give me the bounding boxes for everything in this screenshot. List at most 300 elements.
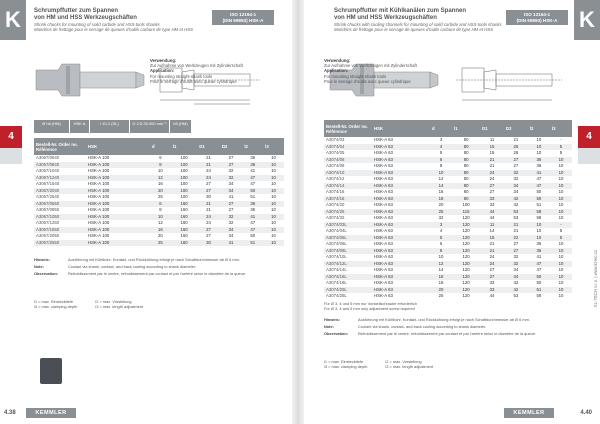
table-cell: HSK-A 100 <box>88 168 110 174</box>
table-cell: 32 <box>504 261 528 268</box>
table-cell: 27 <box>197 188 220 195</box>
col-header-l3: l3 <box>263 138 284 155</box>
table-cell: 32 <box>438 215 444 221</box>
table-cell: 36 <box>536 241 542 247</box>
table-cell: A3067/1250 <box>36 220 60 226</box>
table-cell: HSK-A 100 <box>86 240 150 247</box>
table-cell: 21 <box>480 157 504 164</box>
chapter-tab-4[interactable]: 4 <box>0 126 22 148</box>
table-cell: 5 <box>550 235 572 242</box>
table-cell: 10 <box>150 214 171 221</box>
left-iso-line-2: (DIN 69893) HSK-A <box>222 17 264 23</box>
table-cell: 27 <box>220 162 243 169</box>
table-cell: 10 <box>558 163 564 169</box>
table-cell: A3074/06L <box>326 241 347 247</box>
table-cell: HSK-A 100 <box>88 233 110 239</box>
table-cell: HSK-A 63 <box>374 163 393 169</box>
table-cell: 10 <box>558 202 564 208</box>
table-cell: 10 <box>263 214 284 221</box>
table-cell: 58 <box>528 209 550 216</box>
chapter-tab-thumbnail <box>0 148 22 164</box>
table-cell: A3074/32 <box>326 215 345 221</box>
table-cell: 58 <box>536 215 542 221</box>
table-cell: 120 <box>452 274 480 281</box>
table-cell: 47 <box>536 267 542 273</box>
table-cell: 32 <box>220 175 243 182</box>
table-cell: 27 <box>220 201 243 208</box>
table-cell: A3074/14L <box>326 267 347 273</box>
note-key: Observation: <box>34 270 58 276</box>
table-cell: 27 <box>206 181 211 187</box>
table-cell: 41 <box>536 254 542 260</box>
table-cell: 10 <box>271 168 276 174</box>
table-cell: 10 <box>558 293 564 299</box>
table-cell: 58 <box>536 293 542 299</box>
right-application-fr: Pour le serrage d'outils avec queue cylindrique <box>324 78 411 84</box>
note-key: Observation: <box>324 330 348 336</box>
table-cell: 27 <box>197 227 220 234</box>
table-cell: 33 <box>480 196 504 203</box>
table-cell: 10 <box>271 207 276 213</box>
note-key: Note: <box>324 323 334 329</box>
table-cell: 6 <box>150 201 171 208</box>
table-cell: A3067/1040 <box>36 168 60 174</box>
table-cell: 21 <box>513 228 519 234</box>
table-cell: 50 <box>536 189 542 195</box>
left-usage-text <box>150 58 288 84</box>
table-cell: 51 <box>242 240 263 247</box>
col-header-l1: l1 <box>171 138 197 155</box>
table-cell: A3067/2040 <box>34 188 86 195</box>
table-cell: HSK-A 63 <box>372 170 430 177</box>
table-cell: 80 <box>463 163 469 169</box>
table-cell: A3067/1650 <box>34 227 86 234</box>
table-cell: 10 <box>550 183 572 190</box>
col-header-hsk: HSK <box>372 120 430 137</box>
table-cell: 21 <box>480 248 504 255</box>
table-cell: HSK-A 63 <box>374 228 393 234</box>
table-cell: 16 <box>158 181 163 187</box>
col-header-d: d <box>430 120 452 137</box>
table-cell: 80 <box>452 183 480 190</box>
table-cell: 24 <box>480 261 504 268</box>
table-cell: 100 <box>180 181 188 187</box>
table-cell: 24 <box>480 170 504 177</box>
table-cell: 36 <box>528 248 550 255</box>
table-cell: 10 <box>430 170 452 177</box>
table-cell: A3074/10 <box>324 170 372 177</box>
table-cell: HSK-A 63 <box>372 274 430 281</box>
left-usage-de: Zur Aufnahme von Werkzeugen mit Zylinderschaft <box>150 63 243 69</box>
note-value: Ausführung mit Kühlbohr. Kontakt- und Rückkühlung erfolgt je nach Schaftdurchmesser ab Ø 6 mm. <box>68 257 240 262</box>
table-cell: HSK-A 100 <box>86 175 150 182</box>
table-cell: 32 <box>504 170 528 177</box>
legend-item: l1 = max. Einstecktiefe <box>324 359 364 364</box>
table-cell: 20 <box>150 188 171 195</box>
table-cell: 10 <box>271 220 276 226</box>
right-legend <box>324 360 433 370</box>
col-header-d1: D1 <box>480 120 504 137</box>
table-cell: 6 <box>159 155 162 161</box>
table-cell: 5 <box>559 150 563 156</box>
table-cell: 47 <box>250 181 256 187</box>
table-cell: 115 <box>452 209 480 216</box>
table-cell: 53 <box>504 209 528 216</box>
table-cell: HSK-A 63 <box>374 293 393 299</box>
table-cell: A3074/05 <box>326 150 345 156</box>
spec-cell: h5 (HM) <box>170 120 192 133</box>
left-iso-badge <box>212 10 274 25</box>
table-cell: 34 <box>228 233 234 239</box>
table-cell: A3067/1240 <box>34 175 86 182</box>
table-cell: 10 <box>263 188 284 195</box>
table-row <box>324 293 572 300</box>
table-cell: 10 <box>550 261 572 268</box>
table-cell: 21 <box>197 201 220 208</box>
table-cell: A3074/14 <box>324 183 372 190</box>
table-cell: 80 <box>452 157 480 164</box>
legend-item: l1 = max. Einstecktiefe <box>34 299 74 304</box>
table-cell: 120 <box>452 248 480 255</box>
table-cell: 10 <box>550 274 572 281</box>
right-title-fr: Mandrins de frettage pour le serrage de queues d'outils carbure de type HM et HSS <box>334 27 493 33</box>
table-cell: 120 <box>452 261 480 268</box>
table-cell: 24 <box>206 168 211 174</box>
table-cell: - <box>550 222 572 229</box>
table-cell: 21 <box>513 137 519 143</box>
table-cell: 10 <box>536 137 542 143</box>
chapter-tab-thumbnail <box>578 148 600 164</box>
table-cell: 32 <box>228 220 234 226</box>
table-cell: 36 <box>528 157 550 164</box>
table-cell: 4 <box>430 144 452 151</box>
table-cell: HSK-A 100 <box>88 220 110 226</box>
table-cell: 44 <box>489 215 495 221</box>
legend-item: l3 = max. length adjustment <box>95 303 144 309</box>
right-footnote <box>324 302 574 312</box>
right-title-en: Shrink chucks with cooling channels for mounting of solid carbide and HSS-tools shanks <box>334 22 502 27</box>
note-key: Note: <box>34 263 44 269</box>
right-title-block <box>334 8 514 33</box>
table-cell: 120 <box>452 235 480 242</box>
right-brand-bar: KEMMLER <box>504 408 554 418</box>
table-cell: 10 <box>528 222 550 229</box>
table-cell: 32 <box>513 176 519 182</box>
note-value: Refroidissement par le centre, refroidissement par contact et par l'arrière selon le diamètre de la queue. <box>358 330 537 336</box>
table-cell: 10 <box>263 240 284 247</box>
table-cell: 10 <box>271 194 276 200</box>
table-cell: 36 <box>250 155 256 161</box>
table-cell: 27 <box>513 163 519 169</box>
table-cell: A3067/2050 <box>36 233 60 239</box>
table-cell: 50 <box>242 188 263 195</box>
table-cell: 120 <box>462 215 470 221</box>
table-cell: 11 <box>489 137 495 143</box>
left-legend <box>34 300 143 310</box>
right-notes <box>324 318 574 338</box>
table-cell: 32 <box>513 254 519 260</box>
table-cell: 8 <box>430 248 452 255</box>
table-cell: 42 <box>513 202 519 208</box>
right-product-table <box>324 120 572 300</box>
table-cell: HSK-A 63 <box>374 254 393 260</box>
table-cell: 10 <box>536 228 542 234</box>
col-header-d2: D2 <box>504 120 528 137</box>
table-cell: HSK-A 100 <box>86 188 150 195</box>
table-cell: 36 <box>250 207 256 213</box>
left-spec-strip <box>34 120 192 133</box>
table-cell: 80 <box>463 189 469 195</box>
table-cell: A3074/03 <box>326 137 345 143</box>
table-cell: 24 <box>489 254 495 260</box>
table-cell: 80 <box>463 137 469 143</box>
table-cell: 33 <box>489 202 495 208</box>
table-cell: 36 <box>536 163 542 169</box>
table-cell: HSK-A 63 <box>372 144 430 151</box>
table-cell: 27 <box>228 155 234 161</box>
table-cell: 12 <box>438 176 444 182</box>
table-cell: 50 <box>528 196 550 203</box>
left-product-table <box>34 138 284 246</box>
table-cell: HSK-A 63 <box>372 222 430 229</box>
table-cell: A3074/04L <box>326 228 347 234</box>
legend-item: l3 = max. length adjustment <box>385 363 434 369</box>
spec-cell: G 2,5 25.000 min⁻¹ <box>130 120 170 133</box>
table-cell: 10 <box>263 175 284 182</box>
table-cell: 8 <box>150 162 171 169</box>
table-cell: A3067/2540 <box>36 194 60 200</box>
table-cell: 21 <box>197 162 220 169</box>
table-cell: 5 <box>559 228 563 234</box>
table-cell: 120 <box>462 293 470 299</box>
table-cell: HSK-A 63 <box>374 267 393 273</box>
table-cell: 3 <box>439 137 443 143</box>
table-cell: 160 <box>180 207 188 213</box>
table-cell: A3074/08L <box>324 248 372 255</box>
right-page-number: 4.40 <box>580 410 592 416</box>
table-cell: 10 <box>550 157 572 164</box>
left-iso-line-1: ISO 12164-1 <box>229 12 257 17</box>
table-cell: 34 <box>504 274 528 281</box>
table-cell: A3074/03L <box>324 222 372 229</box>
table-cell: 20 <box>430 287 452 294</box>
table-cell: 100 <box>171 162 197 169</box>
table-cell: HSK-A 63 <box>372 261 430 268</box>
table-cell: 44 <box>480 209 504 216</box>
table-cell: 6 <box>439 241 443 247</box>
table-cell: 120 <box>452 287 480 294</box>
table-cell: 30 <box>197 240 220 247</box>
table-cell: HSK-A 100 <box>88 207 110 213</box>
table-cell: 80 <box>452 170 480 177</box>
table-cell: HSK-A 63 <box>372 287 430 294</box>
table-cell: 160 <box>180 220 188 226</box>
col-header-l1: l1 <box>452 120 480 137</box>
table-cell: HSK-A 63 <box>372 157 430 164</box>
table-cell: 120 <box>462 228 470 234</box>
right-iso-line-2: (DIN 69893) HSK-A <box>516 17 558 23</box>
table-cell: 3 <box>430 222 452 229</box>
table-cell: 160 <box>171 214 197 221</box>
col-header-l2: l2 <box>242 138 263 155</box>
table-cell: 34 <box>220 227 243 234</box>
table-cell: 120 <box>462 241 470 247</box>
table-cell: 10 <box>558 215 564 221</box>
left-usage-title: Verwendung: <box>150 58 177 63</box>
table-cell: 47 <box>250 220 256 226</box>
table-cell: 51 <box>528 287 550 294</box>
table-cell: 12 <box>158 220 163 226</box>
left-application-fr: Pour le serrage d'outils avec queue cylindrique <box>150 78 237 84</box>
table-cell: 5 <box>550 144 572 151</box>
table-cell: 14 <box>489 228 495 234</box>
table-cell: HSK-A 63 <box>374 280 393 286</box>
table-cell: 16 <box>430 274 452 281</box>
note-key: Hinweis: <box>34 257 50 262</box>
col-header-d1: D1 <box>197 138 220 155</box>
right-title-de: Schrumpffutter mit Kühlkanälen zum Spannen <box>334 8 467 14</box>
table-cell: 20 <box>158 233 163 239</box>
table-cell: 32 <box>228 168 234 174</box>
table-cell: 36 <box>242 162 263 169</box>
table-cell: 27 <box>228 207 234 213</box>
table-cell: 10 <box>558 189 564 195</box>
table-cell: 21 <box>489 163 495 169</box>
left-application-en: For mounting straight-shank tools <box>150 73 213 79</box>
chapter-tab-4[interactable]: 4 <box>578 126 600 148</box>
right-usage-de: Zur Aufnahme von Werkzeugen mit Zylinderschaft <box>324 63 417 69</box>
table-header-row <box>34 138 284 155</box>
col-header-hsk: HSK <box>86 138 150 155</box>
table-cell: 10 <box>528 235 550 242</box>
table-cell: A3067/0840 <box>34 162 86 169</box>
table-cell: 25 <box>430 209 452 216</box>
table-cell: 41 <box>220 240 243 247</box>
table-cell: 25 <box>438 293 444 299</box>
table-header-row <box>324 120 572 137</box>
table-cell: 11 <box>480 222 504 229</box>
table-cell: 10 <box>558 254 564 260</box>
table-cell: 4 <box>439 228 443 234</box>
table-cell: HSK-A 63 <box>374 215 393 221</box>
table-cell: 42 <box>504 196 528 203</box>
table-cell: 27 <box>504 157 528 164</box>
table-cell: 100 <box>180 155 188 161</box>
left-title-en: Shrink chucks for mounting of solid carbide and HSS-tools shanks <box>34 22 160 27</box>
note-value: Coolant via shank, contact- and back cooling according to shank diameter. <box>358 323 487 329</box>
table-cell: 27 <box>480 274 504 281</box>
table-cell: 21 <box>504 222 528 229</box>
table-cell: A3067/1050 <box>34 214 86 221</box>
table-cell: 47 <box>242 175 263 182</box>
table-cell: 15 <box>480 144 504 151</box>
table-cell: A3074/06 <box>324 157 372 164</box>
table-cell: HSK-A 63 <box>374 189 393 195</box>
col-header-l2: l2 <box>528 120 550 137</box>
table-cell: 50 <box>250 233 256 239</box>
table-cell: 100 <box>171 175 197 182</box>
table-cell: 53 <box>513 215 519 221</box>
table-cell: 10 <box>263 201 284 208</box>
left-title-de: Schrumpffutter zum Spannen <box>34 8 119 14</box>
table-cell: 21 <box>489 241 495 247</box>
table-cell: - <box>560 137 562 143</box>
table-cell: 24 <box>489 176 495 182</box>
table-cell: 33 <box>489 280 495 286</box>
legend-item: l2 = max. Vorstellung <box>95 299 132 304</box>
footnote-de: Für Ø 3, 4 und 5 mm nur Vorstellschraube erforderlich <box>324 301 417 306</box>
table-cell: 120 <box>462 267 470 273</box>
table-cell: 24 <box>206 220 211 226</box>
right-iso-line-1: ISO 12164-1 <box>523 12 551 17</box>
table-cell: 27 <box>489 267 495 273</box>
table-cell: 10 <box>158 168 163 174</box>
table-cell: 100 <box>171 188 197 195</box>
table-cell: A3067/2550 <box>34 240 86 247</box>
table-cell: A3074/16L <box>324 274 372 281</box>
table-cell: A3067/0650 <box>34 201 86 208</box>
table-cell: 16 <box>438 189 444 195</box>
website-vertical-text[interactable]: KL-TECH s.r.o. | www.kl-tec.cz <box>593 250 598 307</box>
table-cell: 5 <box>430 235 452 242</box>
table-cell: A3074/25L <box>326 293 347 299</box>
table-cell: 10 <box>263 162 284 169</box>
table-cell: 16 <box>150 227 171 234</box>
table-cell: 160 <box>180 233 188 239</box>
table-cell: 6 <box>430 157 452 164</box>
table-cell: 34 <box>513 189 519 195</box>
right-usage-text <box>324 58 452 84</box>
table-cell: 27 <box>504 248 528 255</box>
table-cell: 8 <box>439 163 443 169</box>
table-cell: 47 <box>536 176 542 182</box>
left-notes <box>34 258 274 278</box>
table-cell: HSK-A 100 <box>86 227 150 234</box>
table-cell: 14 <box>438 267 444 273</box>
left-brand-bar: KEMMLER <box>26 408 76 418</box>
table-cell: 47 <box>242 227 263 234</box>
table-cell: A3074/18 <box>324 196 372 203</box>
table-row <box>34 240 284 247</box>
table-cell: A3074/20 <box>326 202 345 208</box>
table-cell: 36 <box>242 201 263 208</box>
table-cell: HSK-A 100 <box>88 194 110 200</box>
left-chuck-photo <box>30 46 150 114</box>
table-cell: 10 <box>550 248 572 255</box>
table-cell: 10 <box>550 170 572 177</box>
table-cell: 12 <box>150 175 171 182</box>
table-cell: 100 <box>462 202 470 208</box>
table-cell: A3074/12 <box>326 176 345 182</box>
table-cell: HSK-A 100 <box>86 214 150 221</box>
table-cell: 24 <box>197 175 220 182</box>
table-cell: HSK-A 100 <box>86 162 150 169</box>
table-cell: HSK-A 100 <box>88 155 110 161</box>
table-cell: 27 <box>206 233 211 239</box>
table-cell: 26 <box>504 144 528 151</box>
table-cell: A3074/25 <box>324 209 372 216</box>
note-value: Coolant via shank, contact- and back cooling according to shank diameter. <box>68 263 197 269</box>
table-cell: 34 <box>504 183 528 190</box>
left-page-number: 4.38 <box>4 410 16 416</box>
table-cell: 33 <box>480 287 504 294</box>
legend-item: l3 = max. clamping depth <box>34 303 78 309</box>
table-cell: 10 <box>558 280 564 286</box>
table-cell: 160 <box>171 201 197 208</box>
table-cell: 10 <box>550 209 572 216</box>
table-cell: 32 <box>220 214 243 221</box>
brand-logo-k: K <box>0 0 26 40</box>
